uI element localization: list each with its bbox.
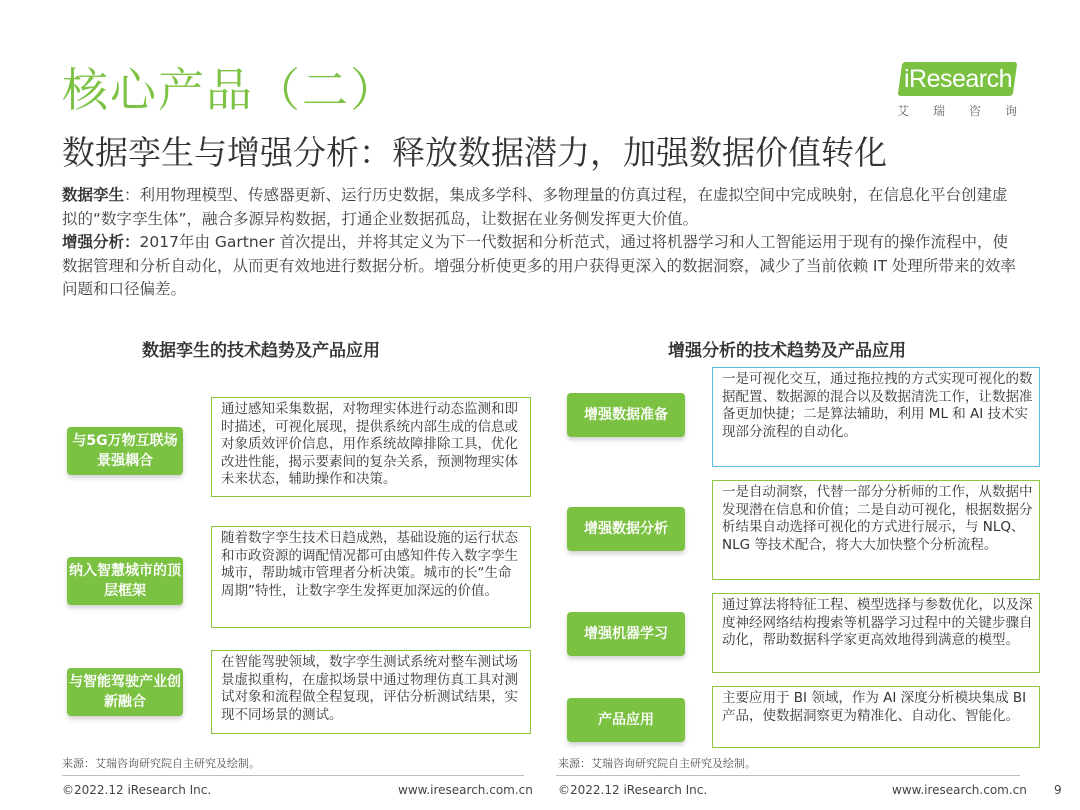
- left-section-heading: 数据孪生的技术趋势及产品应用: [142, 341, 380, 361]
- page-title: 核心产品（二）: [62, 63, 398, 117]
- logo-cn-char: 瑞: [932, 104, 945, 118]
- logo-cn-char: 艾: [897, 104, 910, 118]
- footer-divider-right: [556, 775, 1020, 776]
- source-note-right: 来源：艾瑞咨询研究院自主研究及绘制。: [558, 757, 756, 770]
- intro-paragraph-augmented-analytics: [62, 231, 1022, 302]
- logo-mark: [893, 62, 1023, 98]
- page-number: 9: [1054, 783, 1062, 797]
- right-section-heading: 增强分析的技术趋势及产品应用: [668, 341, 906, 361]
- tag-augmented-ml: 增强机器学习: [567, 612, 685, 656]
- intro-paragraph-digital-twin: [62, 184, 1022, 231]
- desc-smart-city: 随着数字孪生技术日趋成熟，基础设施的运行状态和市政资源的调配情况都可由感知件传入数字孪生城市，帮助城市管理者分析决策。城市的长“生命周期”特性，让数字孪生发挥更加深远的价值。: [211, 526, 531, 628]
- desc-augmented-data-analysis: 一是自动洞察，代替一部分分析师的工作，从数据中发现潜在信息和价值；二是自动可视化，根据数据分析结果自动选择可视化的方式进行展示，与 NLQ、NLG 等技术配合，将大大加快整个分析流程。: [712, 480, 1040, 580]
- logo-cn-char: 咨: [968, 104, 981, 118]
- logo-cn-char: 询: [1004, 104, 1017, 118]
- desc-smart-driving: 在智能驾驶领域，数字孪生测试系统对整车测试场景虚拟重构，在虚拟场景中通过物理仿真工具对测试对象和流程做全程复现，评估分析测试结果，实现不同场景的测试。: [211, 650, 531, 734]
- term-augmented-analytics: 增强分析：: [62, 233, 140, 251]
- desc-product-application: 主要应用于 BI 领域，作为 AI 深度分析模块集成 BI 产品，使数据洞察更为精准化、自动化、智能化。: [712, 686, 1040, 748]
- desc-augmented-data-prep: 一是可视化交互，通过拖拉拽的方式实现可视化的数据配置、数据源的混合以及数据清洗工作，让数据准备更加快捷；二是算法辅助，利用 ML 和 AI 技术实现部分流程的自动化。: [712, 367, 1040, 467]
- tag-smart-driving: 与智能驾驶产业创新融合: [67, 668, 183, 716]
- tag-product-application: 产品应用: [567, 698, 685, 742]
- source-note-left: 来源：艾瑞咨询研究院自主研究及绘制。: [62, 757, 260, 770]
- logo-text: iResearch: [903, 65, 1013, 93]
- tag-smart-city: 纳入智慧城市的顶层框架: [67, 557, 183, 605]
- footer-copyright-right: ©2022.12 iResearch Inc.: [558, 783, 708, 797]
- desc-augmented-ml: 通过算法将特征工程、模型选择与参数优化，以及深度神经网络结构搜索等机器学习过程中的关键步骤自动化，帮助数据科学家更高效地得到满意的模型。: [712, 593, 1040, 673]
- intro-text: [62, 184, 1022, 302]
- footer-divider-left: [62, 775, 524, 776]
- footer-url-right: www.iresearch.com.cn: [892, 783, 1027, 797]
- footer-copyright-left: ©2022.12 iResearch Inc.: [62, 783, 212, 797]
- tag-augmented-data-analysis: 增强数据分析: [567, 507, 685, 551]
- tag-5g-iot: 与5G万物互联场景强耦合: [67, 427, 183, 475]
- footer-url-left: www.iresearch.com.cn: [398, 783, 533, 797]
- intro-text-digital-twin: ：利用物理模型、传感器更新、运行历史数据，集成多学科、多物理量的仿真过程，在虚拟空间中完成映射，在信息化平台创建虚拟的“数字孪生体”，融合多源异构数据，打通企业数据孤岛，让数据在业务侧发挥更大价值。: [62, 186, 1008, 228]
- iresearch-logo: [893, 62, 1023, 119]
- tag-augmented-data-prep: 增强数据准备: [567, 393, 685, 437]
- logo-cn: [893, 98, 1023, 119]
- intro-text-augmented-analytics: 2017年由 Gartner 首次提出，并将其定义为下一代数据和分析范式，通过将机器学习和人工智能运用于现有的操作流程中，使数据管理和分析自动化，从而更有效地进行数据分析。增强分析使更多的用户获得更深入的数据洞察，减少了当前依赖 IT 处理所带来的效率问题和口径偏差。: [62, 233, 1016, 298]
- desc-5g-iot: 通过感知采集数据，对物理实体进行动态监测和即时描述，可视化展现，提供系统内部生成的信息或对象质效评价信息，用作系统故障排除工具，优化改进性能，揭示要素间的复杂关系，预测物理实体未来状态，辅助操作和决策。: [211, 397, 531, 497]
- page-subtitle: 数据孪生与增强分析：释放数据潜力，加强数据价值转化: [62, 133, 887, 172]
- term-digital-twin: 数据孪生: [62, 186, 125, 204]
